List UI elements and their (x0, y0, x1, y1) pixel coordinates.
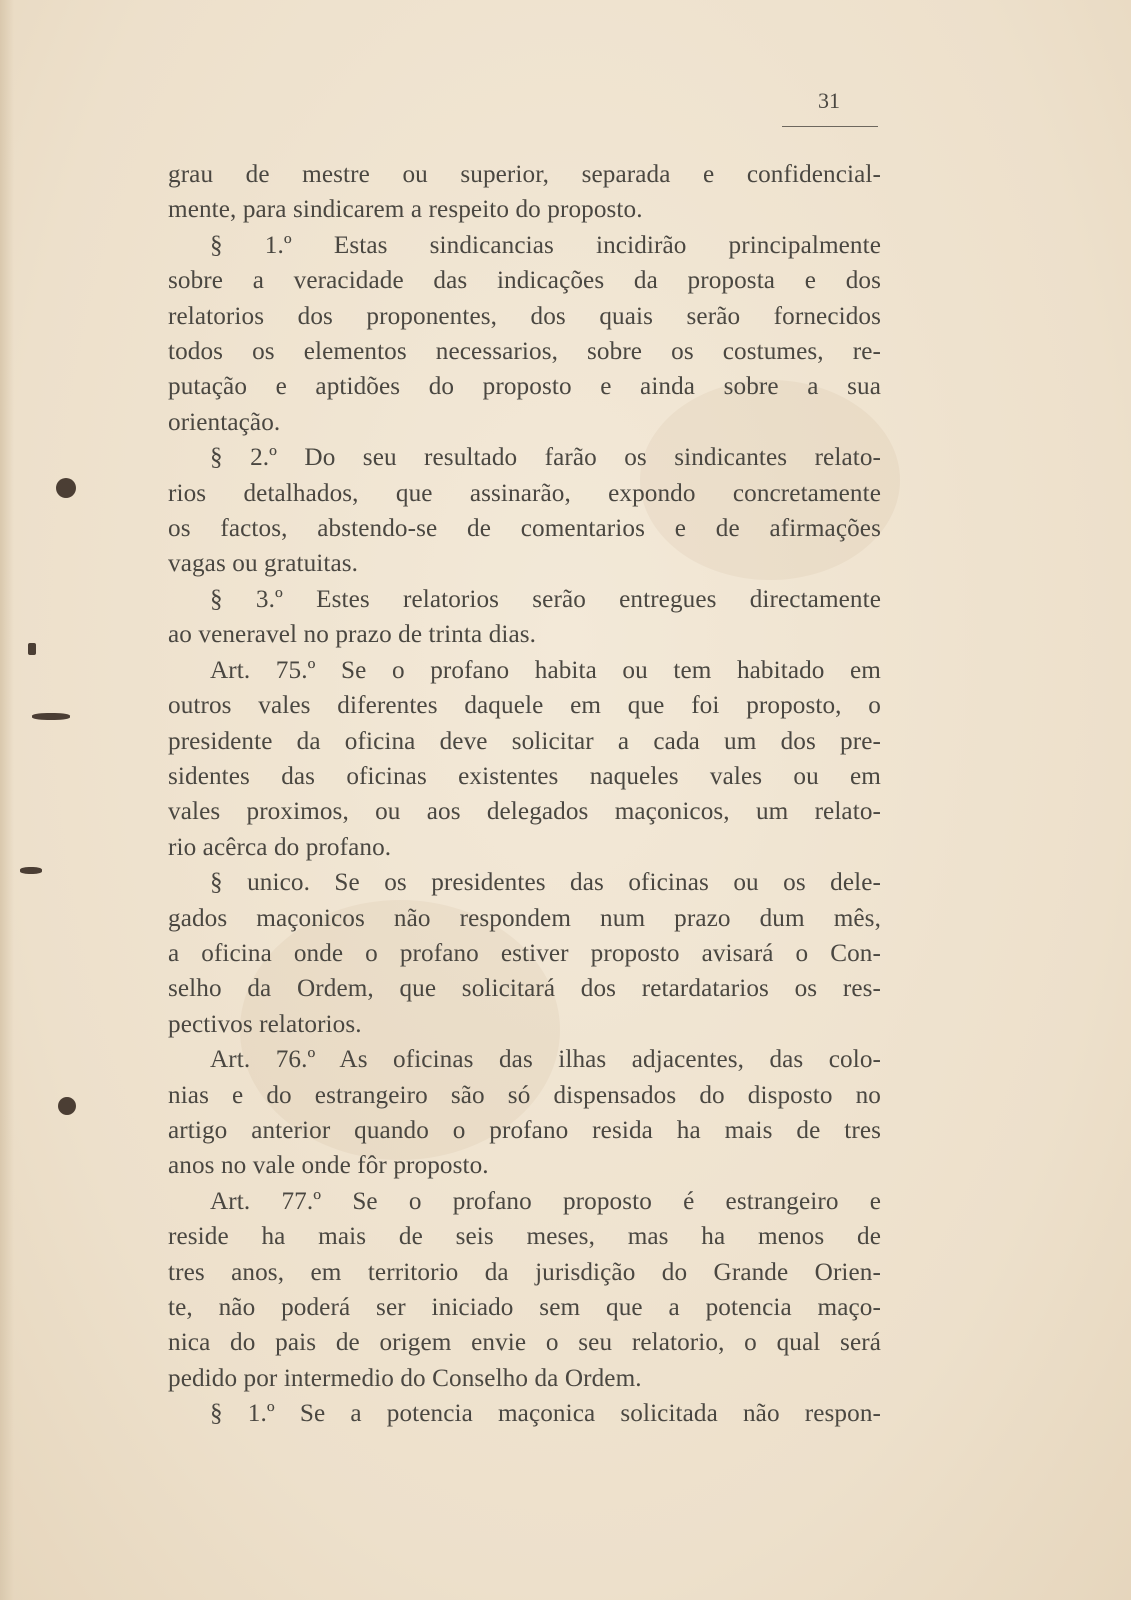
text-line: § unico. Se os presidentes das oficinas ou os dele- (210, 869, 881, 897)
text-line: anos no vale onde fôr proposto. (168, 1152, 489, 1180)
text-line: reside ha mais de seis meses, mas ha menos de (168, 1223, 881, 1251)
text-line: sidentes das oficinas existentes naqueles vales ou em (168, 762, 881, 790)
text-line: vagas ou gratuitas. (168, 550, 359, 578)
text-line: Art. 76.º As oficinas das ilhas adjacentes, das colo- (210, 1046, 881, 1074)
text-line: sobre a veracidade das indicações da proposta e dos (168, 267, 881, 295)
ink-blot (56, 478, 76, 498)
text-line: relatorios dos proponentes, dos quais serão fornecidos (168, 302, 881, 330)
body-text (168, 157, 881, 1432)
text-line: § 2.º Do seu resultado farão os sindicantes relato- (210, 444, 881, 472)
text-line: grau de mestre ou superior, separada e confidencial- (168, 161, 881, 188)
text-line: presidente da oficina deve solicitar a cada um dos pre- (168, 727, 881, 755)
ink-blot (58, 1097, 76, 1115)
text-line: te, não poderá ser iniciado sem que a potencia maço- (168, 1294, 881, 1321)
page-number: 31 (818, 88, 840, 113)
text-line: § 1.º Estas sindicancias incidirão principalmente (210, 231, 881, 259)
text-line: todos os elementos necessarios, sobre os costumes, re- (168, 338, 881, 366)
page-number-rule (782, 126, 878, 127)
text-line: gados maçonicos não respondem num prazo dum mês, (168, 904, 881, 932)
text-line: ao veneravel no prazo de trinta dias. (168, 621, 537, 649)
text-line: os factos, abstendo-se de comentarios e de afirmações (168, 515, 881, 543)
text-line: nias e do estrangeiro são só dispensados do disposto no (168, 1081, 881, 1109)
ink-blot (20, 867, 42, 874)
text-line: Art. 75.º Se o profano habita ou tem habitado em (210, 656, 881, 684)
text-line: § 1.º Se a potencia maçonica solicitada não respon- (210, 1400, 881, 1428)
text-line: rios detalhados, que assinarão, expondo concretamente (168, 479, 881, 507)
text-line: vales proximos, ou aos delegados maçonicos, um relato- (168, 798, 881, 826)
text-line: putação e aptidões do proposto e ainda sobre a sua (168, 373, 881, 401)
text-line: outros vales diferentes daquele em que foi proposto, o (168, 692, 881, 720)
text-line: orientação. (168, 408, 281, 436)
text-line: nica do pais de origem envie o seu relatorio, o qual será (168, 1329, 881, 1357)
text-line: artigo anterior quando o profano resida ha mais de tres (168, 1116, 881, 1144)
text-line: selho da Ordem, que solicitará dos retardatarios os res- (168, 975, 881, 1003)
text-line: rio acêrca do profano. (168, 833, 392, 861)
text-line: Art. 77.º Se o profano proposto é estrangeiro e (210, 1187, 881, 1215)
text-line: pedido por intermedio do Conselho da Ordem. (168, 1364, 642, 1392)
text-line: tres anos, em territorio da jurisdição do Grande Orien- (168, 1258, 881, 1286)
ink-blot (32, 713, 70, 720)
text-line: § 3.º Estes relatorios serão entregues directamente (210, 585, 881, 613)
page-edge-shadow (0, 0, 14, 1600)
text-line: a oficina onde o profano estiver proposto avisará o Con- (168, 939, 881, 967)
text-line: pectivos relatorios. (168, 1010, 362, 1038)
ink-blot (28, 643, 36, 655)
text-line: mente, para sindicarem a respeito do proposto. (168, 196, 643, 224)
